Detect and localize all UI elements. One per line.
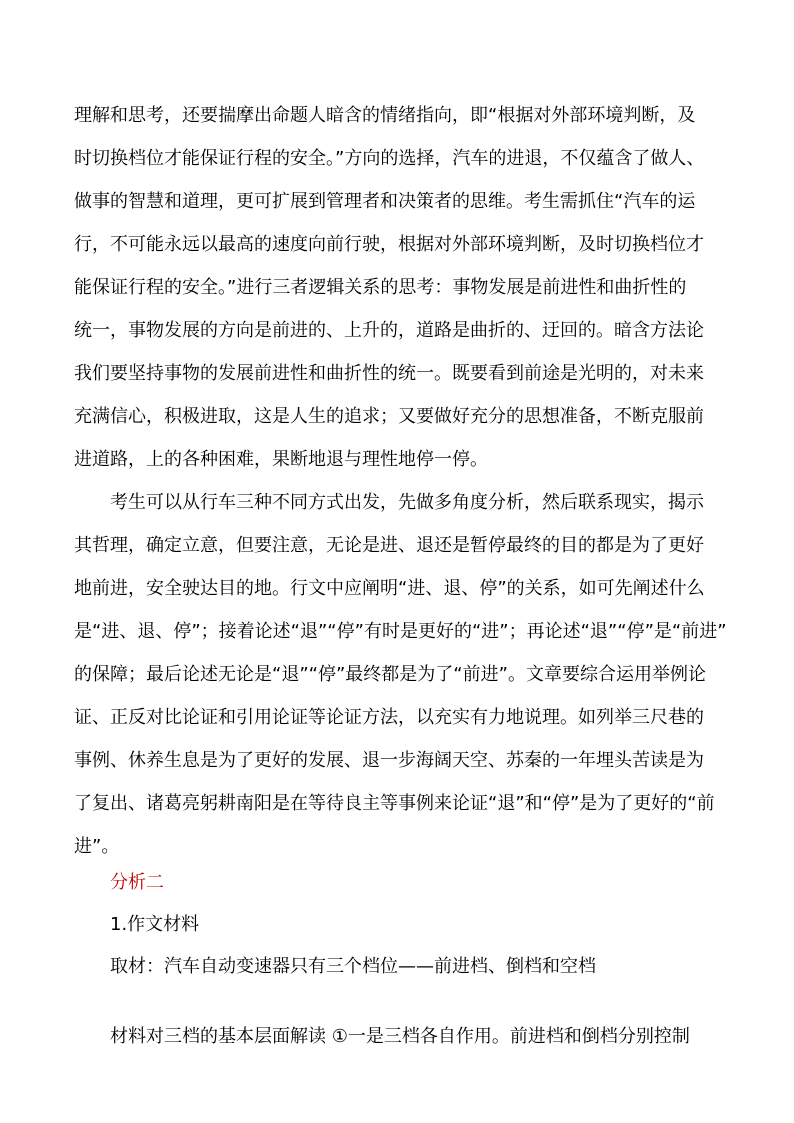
paragraph-2-line-2: 其哲理，确定立意，但要注意，无论是进、退还是暂停最终的目的都是为了更好 xyxy=(74,535,704,556)
paragraph-2-line-7: 事例、休养生息是为了更好的发展、退一步海阔天空、苏秦的一年埋头苦读是为 xyxy=(74,750,704,771)
section-heading: 分析二 xyxy=(110,872,164,893)
paragraph-2-line-6: 证、正反对比论证和引用论证等论证方法，以充实有力地说理。如列举三尺巷的 xyxy=(74,707,704,728)
paragraph-1-line-6: 统一，事物发展的方向是前进的、上升的，道路是曲折的、迂回的。暗含方法论 xyxy=(74,320,704,341)
paragraph-1-line-3: 做事的智慧和道理，更可扩展到管理者和决策者的思维。考生需抓住“汽车的运 xyxy=(74,191,696,212)
section-subheading: 1.作文材料 xyxy=(110,914,200,935)
paragraph-1-line-5: 能保证行程的安全。”进行三者逻辑关系的思考：事物发展是前进性和曲折性的 xyxy=(74,277,687,298)
paragraph-2-line-4: 是“进、退、停”；接着论述“退”“停”有时是更好的“进”；再论述“退”“停”是“前进” xyxy=(74,621,727,642)
paragraph-2-line-8: 了复出、诸葛亮躬耕南阳是在等待良主等事例来论证“退”和“停”是为了更好的“前 xyxy=(74,793,715,814)
material-line: 取材：汽车自动变速器只有三个档位——前进档、倒档和空档 xyxy=(110,956,596,977)
paragraph-1-line-7: 我们要坚持事物的发展前进性和曲折性的统一。既要看到前途是光明的，对未来 xyxy=(74,363,704,384)
paragraph-1-line-8: 充满信心，积极进取，这是人生的追求；又要做好充分的思想准备，不断克服前 xyxy=(74,406,704,427)
analysis-line: 材料对三档的基本层面解读 ①一是三档各自作用。前进档和倒档分别控制 xyxy=(110,1026,690,1047)
paragraph-1-line-4: 行，不可能永远以最高的速度向前行驶，根据对外部环境判断，及时切换档位才 xyxy=(74,234,704,255)
paragraph-2-line-5: 的保障；最后论述无论是“退”“停”最终都是为了“前进”。文章要综合运用举例论 xyxy=(74,664,706,685)
paragraph-1-line-1: 理解和思考，还要揣摩出命题人暗含的情绪指向，即“根据对外部环境判断，及 xyxy=(74,105,696,126)
paragraph-1-line-2: 时切换档位才能保证行程的安全。”方向的选择，汽车的进退，不仅蕴含了做人、 xyxy=(74,148,705,169)
paragraph-2-line-1: 考生可以从行车三种不同方式出发，先做多角度分析，然后联系现实，揭示 xyxy=(110,492,704,513)
paragraph-1-line-9: 进道路，上的各种困难，果断地退与理性地停一停。 xyxy=(74,449,488,470)
paragraph-2-line-9: 进”。 xyxy=(74,836,120,857)
paragraph-2-line-3: 地前进，安全驶达目的地。行文中应阐明“进、退、停”的关系，如可先阐述什么 xyxy=(74,578,705,599)
